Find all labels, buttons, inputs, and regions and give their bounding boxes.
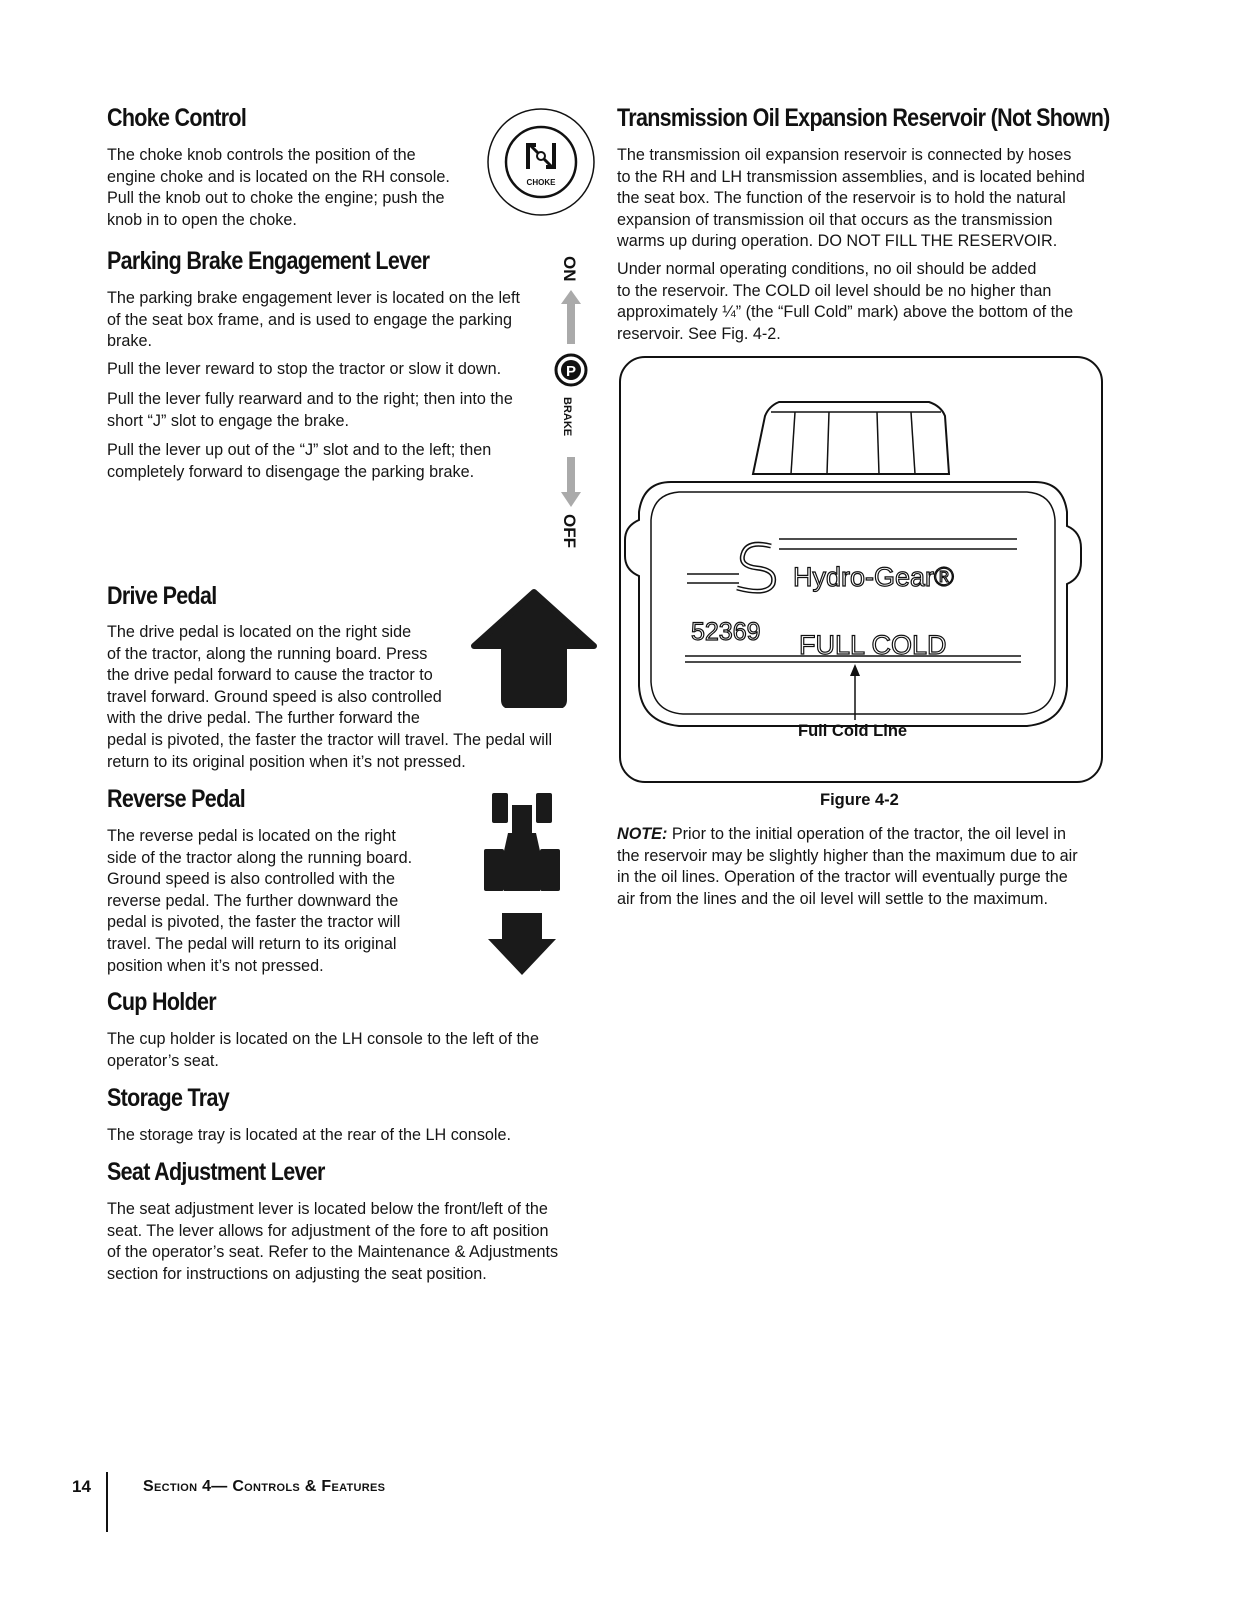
footer-divider <box>106 1472 108 1532</box>
text-line: reservoir. See Fig. 4-2. <box>617 324 781 343</box>
text-line: Pull the lever reward to stop the tractor or slow it down. <box>107 360 502 378</box>
text-line: Prior to the initial operation of the tractor, the oil level in <box>667 825 1066 843</box>
text-line: completely forward to disengage the parking brake. <box>107 462 475 481</box>
reverse-tractor-icon <box>482 791 562 977</box>
page-number: 14 <box>72 1477 91 1496</box>
section-label: Section 4— Controls & Features <box>143 1478 386 1495</box>
reverse-pedal-text <box>107 826 412 977</box>
text-line: The storage tray is located at the rear of the LH console. <box>107 1126 512 1144</box>
text-line: The reverse pedal is located on the right <box>107 827 396 845</box>
note-label: NOTE: <box>617 825 668 843</box>
text-line: with the drive pedal. The further forward the <box>107 709 420 728</box>
parking-brake-text-2 <box>107 359 501 381</box>
text-line: side of the tractor along the running board. <box>107 848 413 867</box>
seat-adjustment-text <box>107 1199 558 1285</box>
text-line: operator’s seat. <box>107 1051 219 1070</box>
choke-text <box>107 145 450 231</box>
parking-brake-text-1 <box>107 288 520 353</box>
text-line: section for instructions on adjusting the seat position. <box>107 1264 487 1283</box>
text-line: approximately ¼” (the “Full Cold” mark) above the bottom of the <box>617 303 1074 322</box>
choke-icon <box>486 107 596 217</box>
text-line: of the operator’s seat. Refer to the Maintenance & Adjustments <box>107 1243 559 1262</box>
brand-mark: Hydro-Gear® <box>793 562 954 592</box>
text-line: expansion of transmission oil that occurs as the transmission <box>617 210 1053 229</box>
text-line: air from the lines and the oil level will settle to the maximum. <box>617 889 1048 908</box>
reverse-pedal-title: Reverse Pedal <box>107 785 246 813</box>
reservoir-title: Transmission Oil Expansion Reservoir (Not Shown) <box>617 104 1110 132</box>
on-label: ON <box>560 256 579 282</box>
reservoir-illustration <box>619 356 1103 783</box>
text-line: short “J” slot to engage the brake. <box>107 411 350 430</box>
drive-pedal-title: Drive Pedal <box>107 582 217 610</box>
drive-pedal-arrow-icon <box>470 588 598 708</box>
text-line: Pull the knob out to choke the engine; push the <box>107 189 445 208</box>
text-line: pedal is pivoted, the faster the tractor will <box>107 913 401 932</box>
reservoir-text-1 <box>617 145 1085 253</box>
text-line: to the RH and LH transmission assemblies, and is located behind <box>617 167 1085 186</box>
text-line: Pull the lever up out of the “J” slot and to the left; then <box>107 441 492 459</box>
text-line: pedal is pivoted, the faster the tractor will travel. The pedal will <box>107 730 553 749</box>
parking-brake-text-4 <box>107 440 491 483</box>
text-line: Ground speed is also controlled with the <box>107 870 395 889</box>
off-label: OFF <box>560 514 579 548</box>
text-line: the drive pedal forward to cause the tractor to <box>107 666 433 685</box>
text-line: The choke knob controls the position of the <box>107 146 416 164</box>
text-line: the seat box. The function of the reservoir is to hold the natural <box>617 189 1066 208</box>
text-line: return to its original position when it’s not pressed. <box>107 752 466 771</box>
text-line: travel forward. Ground speed is also controlled <box>107 687 442 706</box>
text-line: Pull the lever fully rearward and to the right; then into the <box>107 390 513 408</box>
text-line: position when it’s not pressed. <box>107 956 324 975</box>
text-line: the reservoir may be slightly higher than the maximum due to air <box>617 846 1078 865</box>
brake-label: BRAKE <box>561 397 573 437</box>
text-line: The seat adjustment lever is located below the front/left of the <box>107 1200 548 1218</box>
text-line: of the seat box frame, and is used to engage the parking <box>107 310 512 329</box>
text-line: The drive pedal is located on the right side <box>107 623 412 641</box>
part-number-mark: 52369 <box>691 618 761 646</box>
text-line: The cup holder is located on the LH console to the left of the <box>107 1030 539 1048</box>
text-line: The parking brake engagement lever is located on the left <box>107 289 521 307</box>
figure-caption: Figure 4-2 <box>820 791 899 809</box>
text-line: in the oil lines. Operation of the tractor will eventually purge the <box>617 868 1068 887</box>
text-line: warms up during operation. DO NOT FILL THE RESERVOIR. <box>617 232 1058 251</box>
svg-text:P: P <box>565 363 577 380</box>
text-line: seat. The lever allows for adjustment of the fore to aft position <box>107 1221 549 1240</box>
reservoir-text-2 <box>617 259 1073 345</box>
figure-callout-label: Full Cold Line <box>798 722 908 740</box>
text-line: of the tractor, along the running board. Press <box>107 644 428 663</box>
parking-brake-icon <box>550 252 592 557</box>
text-line: brake. <box>107 332 152 351</box>
storage-tray-text <box>107 1125 511 1147</box>
parking-brake-text-3 <box>107 389 513 432</box>
storage-tray-title: Storage Tray <box>107 1084 229 1112</box>
text-line: The transmission oil expansion reservoir is connected by hoses <box>617 146 1072 164</box>
seat-adjustment-title: Seat Adjustment Lever <box>107 1158 325 1186</box>
text-line: reverse pedal. The further downward the <box>107 891 399 910</box>
text-line: knob in to open the choke. <box>107 210 297 229</box>
text-line: to the reservoir. The COLD oil level should be no higher than <box>617 281 1052 300</box>
text-line: Under normal operating conditions, no oil should be added <box>617 260 1037 278</box>
choke-icon-label: CHOKE <box>526 178 556 187</box>
text-line: travel. The pedal will return to its original <box>107 934 397 953</box>
note-text <box>617 824 1078 910</box>
cup-holder-text <box>107 1029 539 1072</box>
parking-brake-title: Parking Brake Engagement Lever <box>107 247 430 275</box>
full-cold-mark: FULL COLD <box>799 630 947 660</box>
text-line: engine choke and is located on the RH console. <box>107 167 450 186</box>
choke-title: Choke Control <box>107 104 247 132</box>
cup-holder-title: Cup Holder <box>107 988 216 1016</box>
